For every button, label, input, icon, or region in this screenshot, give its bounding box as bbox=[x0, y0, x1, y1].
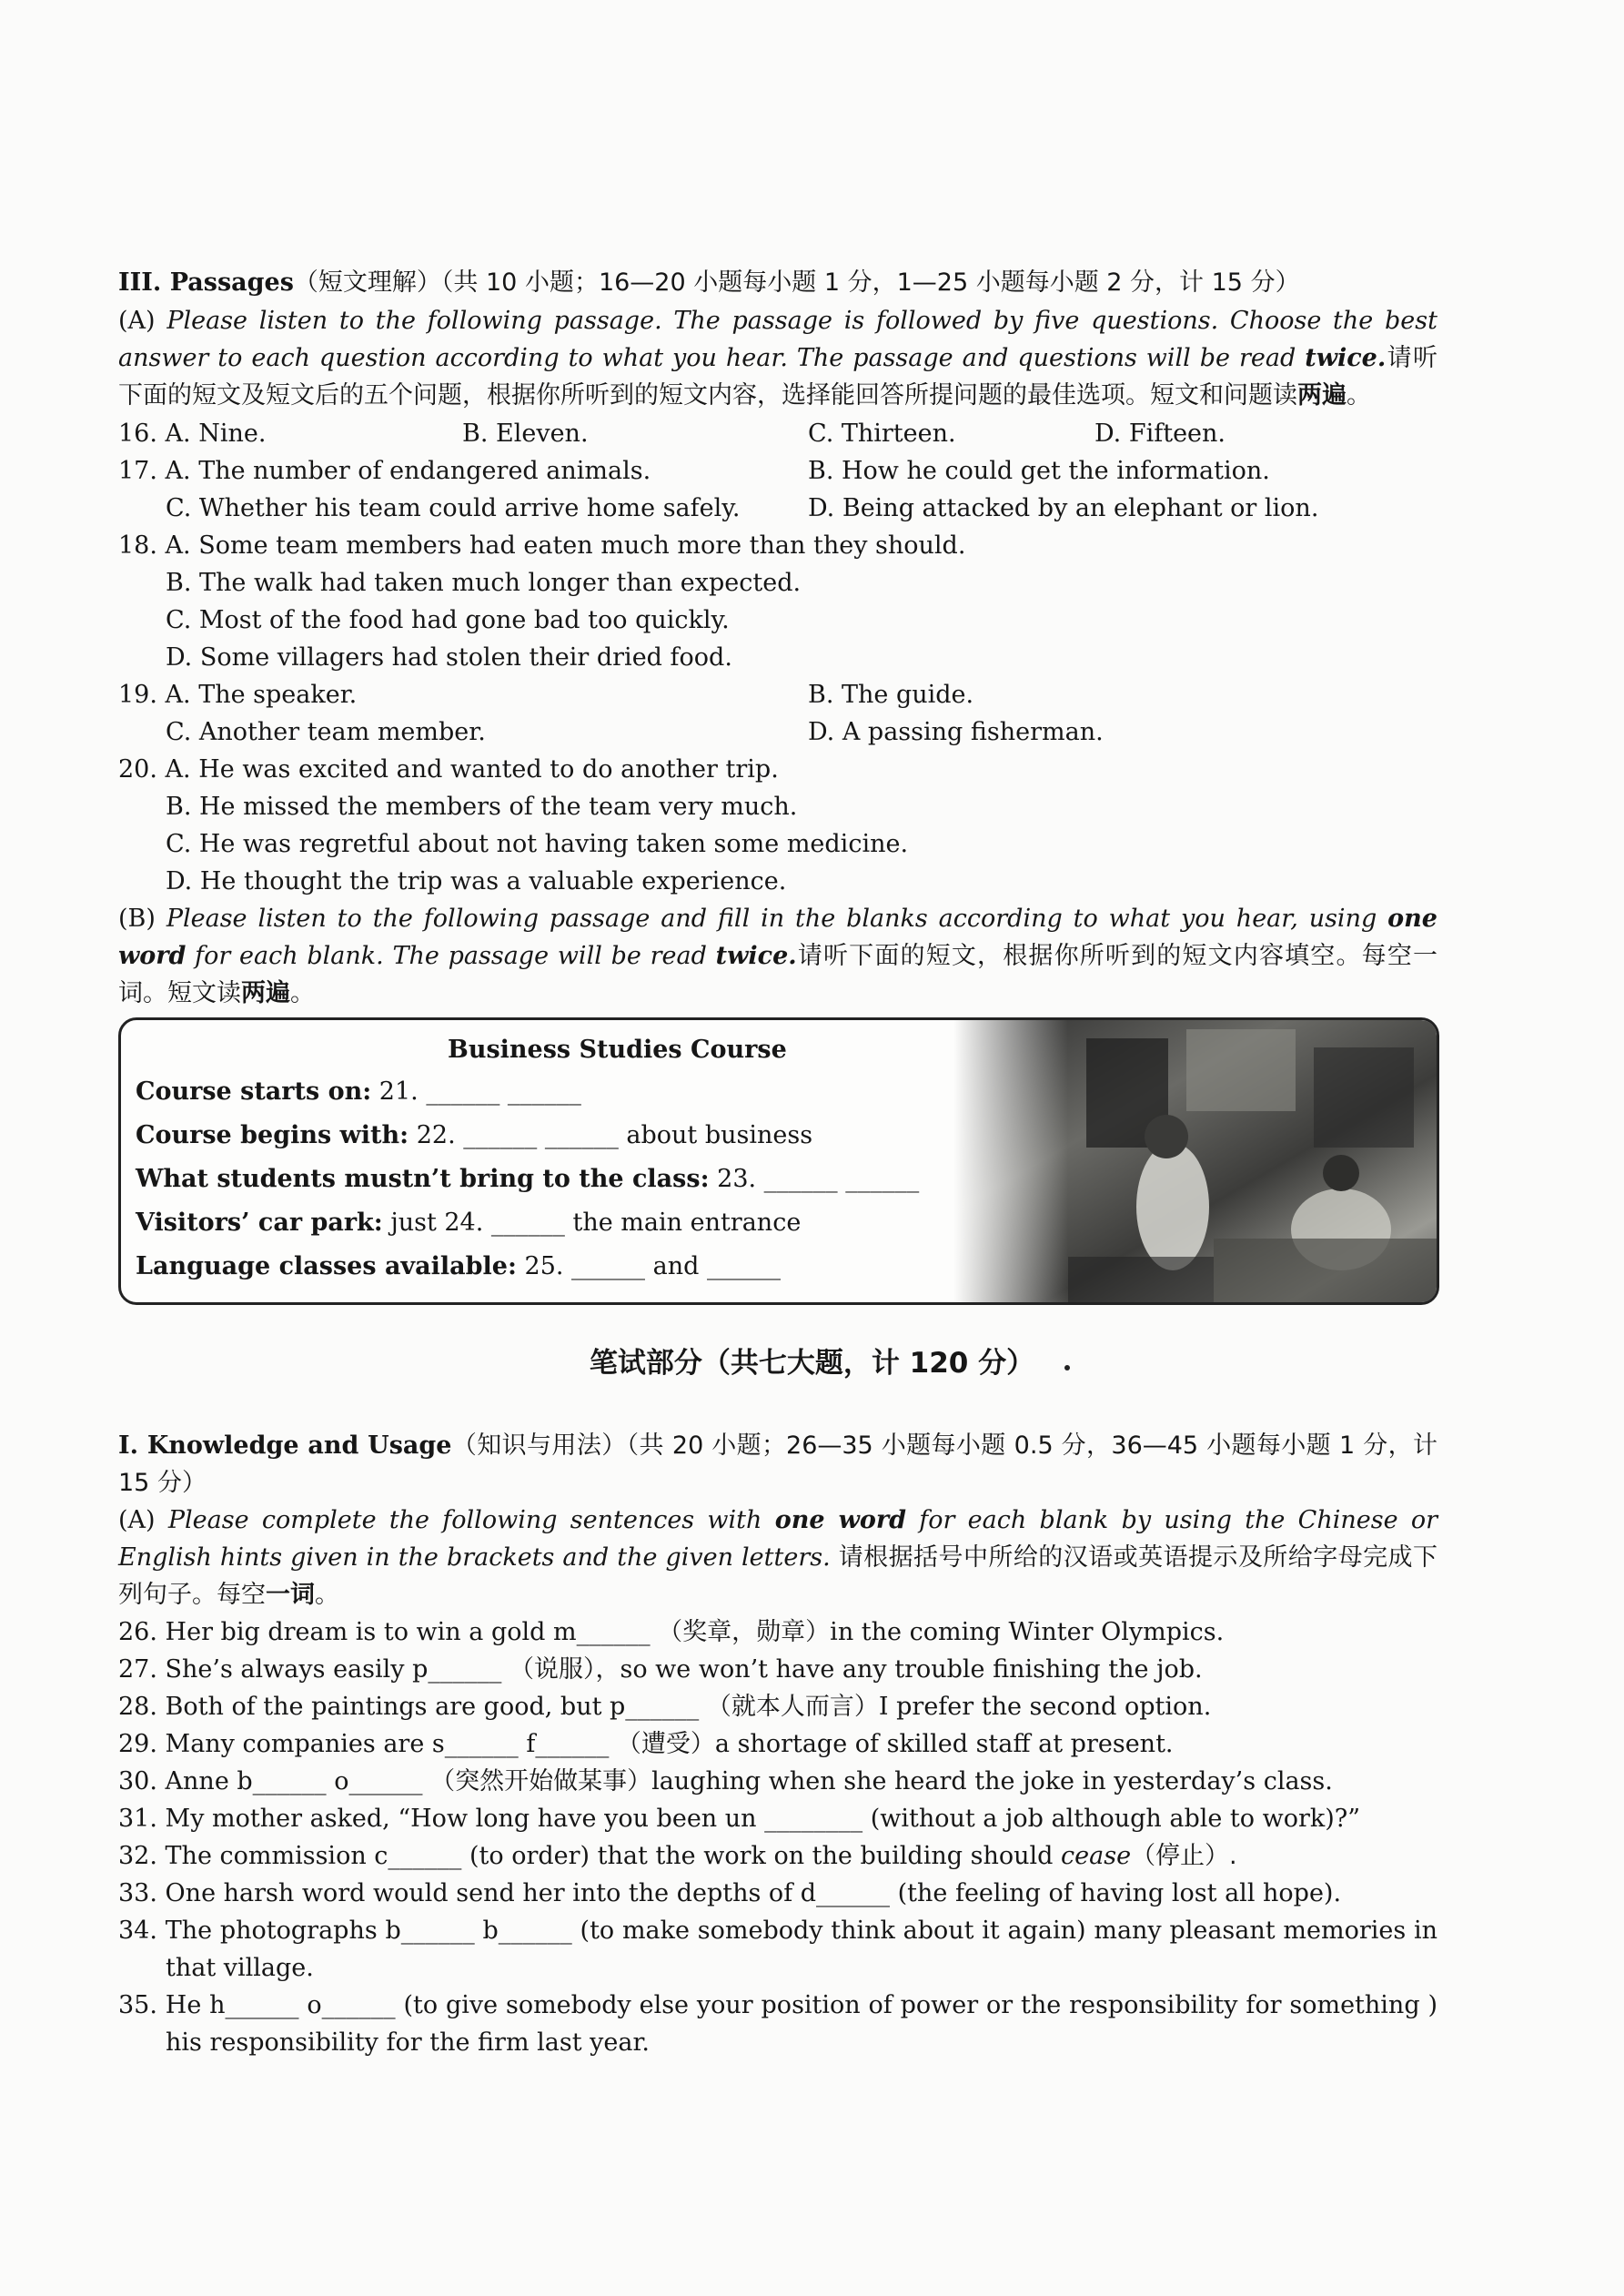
s1-partA-instr-2: for each blank by using the Chinese or English hints given in the brackets and the given letters. bbox=[118, 1506, 1437, 1572]
sentence-text: She’s always easily p______ （说服），so we won’t have any trouble finishing the job. bbox=[165, 1655, 1203, 1684]
course-row-blank: 25. ______ and ______ bbox=[524, 1252, 781, 1280]
section3-partA-instruction bbox=[118, 302, 1437, 414]
question-number: 18. bbox=[118, 531, 157, 560]
partA-instruction-cn: 请听下面的短文及短文后的五个问题，根据你所听到的短文内容，选择能回答所提问题的最佳选项。短文和问题读 bbox=[118, 344, 1437, 410]
sentence-number: 31. bbox=[118, 1805, 157, 1833]
sentence-text: My mother asked, “How long have you been un ________ (without a job although able to work)?” bbox=[165, 1805, 1361, 1833]
question-17 bbox=[118, 452, 651, 490]
sentence-text: He h______ o______ (to give somebody else your position of power or the responsibility for something ) his responsibility for the firm last year. bbox=[165, 1991, 1437, 2057]
partB-instruction-en: Please listen to the following passage and fill in the blanks according to what you hear, using bbox=[166, 905, 1377, 933]
sentence-text: One harsh word would send her into the depths of d______ (the feeling of having lost all hope). bbox=[165, 1879, 1342, 1907]
option-b: B. Eleven. bbox=[462, 420, 589, 448]
option-c: C. Whether his team could arrive home safely. bbox=[166, 494, 741, 522]
sentence-text-end: （停止）. bbox=[1131, 1842, 1237, 1870]
sentence-27 bbox=[118, 1651, 1203, 1688]
course-row-label: Course begins with: bbox=[136, 1121, 409, 1149]
section1-partA-instruction bbox=[118, 1502, 1437, 1613]
sentence-number: 26. bbox=[118, 1618, 157, 1646]
s1-partA-one-word: one word bbox=[774, 1506, 906, 1534]
sentence-34 bbox=[118, 1912, 1437, 1987]
sentence-text: The photographs b______ b______ (to make somebody think about it again) many pleasant memories in that village. bbox=[165, 1917, 1437, 1982]
s1-partA-instr-1: Please complete the following sentences with bbox=[167, 1506, 762, 1534]
sentence-30 bbox=[118, 1763, 1333, 1800]
partB-twice: twice. bbox=[715, 942, 797, 970]
option-b: B. The guide. bbox=[808, 681, 974, 709]
question-18 bbox=[118, 527, 965, 564]
partB-instruction-cn-bold: 两遍 bbox=[241, 979, 290, 1007]
sentence-number: 27. bbox=[118, 1655, 157, 1684]
partA-instruction-cn-bold: 两遍 bbox=[1297, 381, 1347, 410]
sentence-number: 29. bbox=[118, 1730, 157, 1758]
option-d: D. A passing fisherman. bbox=[808, 718, 1104, 746]
question-number: 17. bbox=[118, 457, 157, 485]
dot-mark bbox=[1064, 1365, 1070, 1371]
section3-heading bbox=[118, 264, 1300, 301]
option-c: C. Another team member. bbox=[166, 718, 486, 746]
section3-heading-en: III. Passages bbox=[118, 268, 294, 297]
sentence-number: 32. bbox=[118, 1842, 157, 1870]
course-row-23 bbox=[136, 1160, 919, 1198]
partA-instruction-en: Please listen to the following passage. The passage is followed by five questions. Choose the best answer to each question according to what you hear. The passage and questions will be read bbox=[118, 307, 1437, 372]
section1-heading-cn: （知识与用法）（共 20 小题；26—35 小题每小题 0.5 分，36—45 小题每小题 1 分，计 15 分） bbox=[118, 1431, 1437, 1497]
sentence-number: 35. bbox=[118, 1991, 157, 2019]
course-row-21 bbox=[136, 1073, 581, 1110]
sentence-text: Her big dream is to win a gold m______ （奖章，勋章）in the coming Winter Olympics. bbox=[165, 1618, 1225, 1646]
option-a: A. The number of endangered animals. bbox=[165, 457, 651, 485]
sentence-number: 33. bbox=[118, 1879, 157, 1907]
sentence-28 bbox=[118, 1688, 1211, 1725]
question-number: 20. bbox=[118, 755, 157, 784]
question-16 bbox=[118, 415, 266, 452]
option-a: A. The speaker. bbox=[165, 681, 358, 709]
course-row-blank: 21. ______ ______ bbox=[378, 1077, 581, 1106]
section1-heading-en: I. Knowledge and Usage bbox=[118, 1431, 452, 1460]
option-c: C. Most of the food had gone bad too quickly. bbox=[166, 606, 730, 634]
option-c: C. He was regretful about not having taken some medicine. bbox=[166, 830, 909, 858]
written-part-title: 笔试部分（共七大题，计 120 分） bbox=[589, 1347, 1035, 1380]
question-number: 19. bbox=[118, 681, 157, 709]
sentence-29 bbox=[118, 1725, 1174, 1763]
course-row-22 bbox=[136, 1117, 812, 1154]
section1-heading bbox=[118, 1427, 1437, 1502]
sentence-32 bbox=[118, 1837, 1237, 1875]
option-c: C. Thirteen. bbox=[808, 420, 956, 448]
course-row-label: Language classes available: bbox=[136, 1252, 517, 1280]
course-info-box bbox=[118, 1017, 1439, 1305]
s1-partA-instr-cn-3: 一词 bbox=[266, 1581, 315, 1609]
question-20 bbox=[118, 751, 779, 788]
section3-partB-instruction bbox=[118, 900, 1437, 1012]
s1-partA-instr-cn-end: 。 bbox=[315, 1581, 339, 1609]
sentence-italic-word: cease bbox=[1061, 1842, 1132, 1870]
s1-partA-instr-cn: 请根据括号中所给的汉语或英语提示及所给字母完成下列句子。 bbox=[118, 1543, 1437, 1609]
sentence-26 bbox=[118, 1613, 1224, 1651]
option-d: D. He thought the trip was a valuable experience. bbox=[166, 867, 787, 895]
question-19 bbox=[118, 676, 357, 713]
course-row-label: Course starts on: bbox=[136, 1077, 372, 1106]
partB-label: (B) bbox=[118, 905, 156, 933]
option-a: A. Some team members had eaten much more than they should. bbox=[165, 531, 966, 560]
course-row-label: Visitors’ car park: bbox=[136, 1209, 383, 1237]
sentence-text: The commission c______ (to order) that the work on the building should bbox=[165, 1842, 1054, 1870]
course-row-blank: 23. ______ ______ bbox=[717, 1165, 920, 1193]
option-b: B. He missed the members of the team very much. bbox=[166, 793, 798, 821]
option-a: A. Nine. bbox=[165, 420, 267, 448]
option-d: D. Some villagers had stolen their dried food. bbox=[166, 643, 732, 672]
sentence-number: 34. bbox=[118, 1917, 157, 1945]
sentence-text: Both of the paintings are good, but p______ （就本人而言）I prefer the second option. bbox=[165, 1693, 1212, 1721]
sentence-text: Anne b______ o______ （突然开始做某事）laughing when she heard the joke in yesterday’s class. bbox=[165, 1767, 1333, 1795]
option-d: D. Fifteen. bbox=[1094, 420, 1226, 448]
partB-instruction-cn-end: 。 bbox=[290, 979, 315, 1007]
course-row-25 bbox=[136, 1248, 781, 1285]
classroom-photo bbox=[941, 1020, 1437, 1302]
course-row-24 bbox=[136, 1204, 801, 1241]
sentence-33 bbox=[118, 1875, 1341, 1912]
sentence-text: Many companies are s______ f______ （遭受）a shortage of skilled staff at present. bbox=[165, 1730, 1174, 1758]
partA-twice: twice. bbox=[1305, 344, 1387, 372]
s1-partA-instr-cn-2: 每空 bbox=[217, 1581, 266, 1609]
course-box-title: Business Studies Course bbox=[448, 1036, 787, 1064]
s1-partA-label: (A) bbox=[118, 1506, 156, 1534]
section3-heading-cn: （短文理解）（共 10 小题；16—20 小题每小题 1 分，1—25 小题每小题 2 分，计 15 分） bbox=[293, 268, 1300, 297]
partA-instruction-cn-end: 。 bbox=[1347, 381, 1371, 410]
question-number: 16. bbox=[118, 420, 157, 448]
partA-label: (A) bbox=[118, 307, 156, 335]
option-a: A. He was excited and wanted to do another trip. bbox=[165, 755, 779, 784]
sentence-number: 30. bbox=[118, 1767, 157, 1795]
course-row-blank: 22. ______ ______ about business bbox=[416, 1121, 813, 1149]
partB-one-word: one word bbox=[118, 905, 1437, 970]
option-d: D. Being attacked by an elephant or lion. bbox=[808, 494, 1319, 522]
partB-instruction-cn: 请听下面的短文，根据你所听到的短文内容填空。每空一词。短文读 bbox=[118, 942, 1437, 1007]
option-b: B. How he could get the information. bbox=[808, 457, 1270, 485]
sentence-31 bbox=[118, 1800, 1437, 1837]
course-row-label: What students mustn’t bring to the class: bbox=[136, 1165, 710, 1193]
sentence-35 bbox=[118, 1987, 1437, 2061]
option-b: B. The walk had taken much longer than expected. bbox=[166, 569, 802, 597]
course-row-blank: just 24. ______ the main entrance bbox=[390, 1209, 802, 1237]
sentence-number: 28. bbox=[118, 1693, 157, 1721]
partB-instruction-en-2: for each blank. The passage will be read bbox=[195, 942, 707, 970]
